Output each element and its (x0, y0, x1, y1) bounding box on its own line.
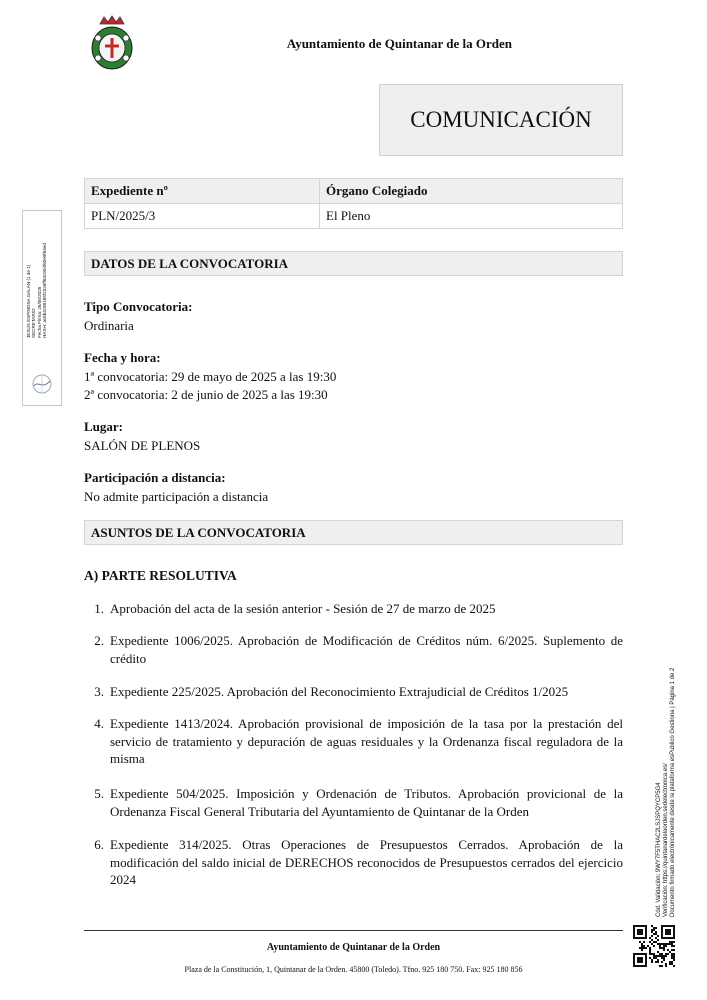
list-item (84, 785, 623, 820)
signature-role: SECRETARIO (31, 308, 37, 338)
footer-name: Ayuntamiento de Quintanar de la Orden (266, 942, 441, 953)
validation-note: Documento firmado electrónicamente desde la plataforma esPublico Gestiona | Página 1 de 2 (670, 667, 677, 917)
list-item (84, 600, 623, 618)
table-header-row (85, 179, 623, 204)
table-cell-organo: El Pleno (320, 204, 623, 229)
list-item-text: Expediente 225/2025. Aprobación del Reconocimiento Extrajudicial de Créditos 1/2025 (110, 684, 569, 699)
document-type-box (379, 84, 623, 156)
list-item-number: 2. (94, 633, 104, 648)
list-item-text: Expediente 1413/2024. Aprobación provisional de imposición de la tasa por la prestación del servicio de tratamiento y depuración de aguas residuales y la Ordenanza fiscal reguladora de la misma (110, 716, 623, 766)
lugar-value: SALÓN DE PLENOS (84, 438, 201, 453)
validation-code: Cód. Validación: 9WY7F5THAC2LSJSPQYCP5G4 (656, 782, 662, 917)
lugar-label: Lugar: (84, 419, 123, 434)
signature-text (26, 218, 48, 338)
participacion-label: Participación a distancia: (84, 470, 226, 485)
list-item-text: Expediente 504/2025. Imposición y Ordenación de Tributos. Aprobación provicional de la Ordenanza Fiscal General Tributaria del Ayuntamiento de Quintanar de la Orden (110, 786, 623, 819)
list-item (84, 836, 623, 889)
footer-divider (84, 930, 623, 931)
tipo-convocatoria-label: Tipo Convocatoria: (84, 299, 193, 314)
list-item-number: 5. (94, 786, 104, 801)
table-row (85, 204, 623, 229)
table-cell-expediente: PLN/2025/3 (85, 204, 320, 229)
section-asuntos-convocatoria: ASUNTOS DE LA CONVOCATORIA (84, 520, 623, 545)
list-item-text: Expediente 1006/2025. Aprobación de Modificación de Créditos núm. 6/2025. Suplemento de crédito (110, 633, 623, 666)
signature-hash: HASH: ac6b4c89185f2026ff63c904f60e9f63ed (42, 243, 48, 338)
footer-address: Plaza de la Constitución, 1, Quintanar de la Orden. 45800 (Toledo). Tfno. 925 180 750. Fax: 925 180 856 (184, 965, 523, 974)
segunda-convocatoria: 2ª convocatoria: 2 de junio de 2025 a las 19:30 (84, 387, 328, 402)
list-item-number: 6. (94, 837, 104, 852)
list-item-text: Aprobación del acta de la sesión anterior - Sesión de 27 de marzo de 2025 (110, 601, 496, 616)
info-table (84, 178, 623, 229)
parte-resolutiva-title: A) PARTE RESOLUTIVA (84, 568, 237, 583)
list-item-text: Expediente 314/2025. Otras Operaciones de Presupuestos Cerrados. Aprobación de la modificación del saldo inicial de DERECHOS reconocidos de Presupuestos cerrados del ejercicio 2024 (110, 837, 623, 887)
fecha-hora-label: Fecha y hora: (84, 350, 161, 365)
tipo-convocatoria-value: Ordinaria (84, 318, 134, 333)
participacion-value: No admite participación a distancia (84, 489, 269, 504)
validation-text (656, 617, 678, 917)
validation-url: Verificación: https://quintanardelaorden.sedelectronica.es/ (663, 763, 670, 917)
qr-code-icon (633, 925, 675, 967)
list-item-number: 1. (94, 601, 104, 616)
signature-signer: JESÚS ESPINOSA GALÁN (1 de 1) (26, 264, 31, 338)
list-item-number: 4. (94, 716, 104, 731)
table-header-expediente: Expediente nº (85, 179, 320, 204)
header-title: Ayuntamiento de Quintanar de la Orden (286, 36, 512, 51)
list-item (84, 715, 623, 768)
list-item (84, 683, 623, 701)
table-header-organo: Órgano Colegiado (320, 179, 623, 204)
list-item-number: 3. (94, 684, 104, 699)
signature-date: Fecha Firma: 26/05/2025 (36, 286, 42, 338)
section-datos-convocatoria: DATOS DE LA CONVOCATORIA (84, 251, 623, 276)
signature-stamp-icon (30, 372, 54, 396)
list-item (84, 632, 623, 667)
document-type-label: COMUNICACIÓN (410, 107, 592, 132)
primera-convocatoria: 1ª convocatoria: 29 de mayo de 2025 a las 19:30 (84, 369, 337, 384)
